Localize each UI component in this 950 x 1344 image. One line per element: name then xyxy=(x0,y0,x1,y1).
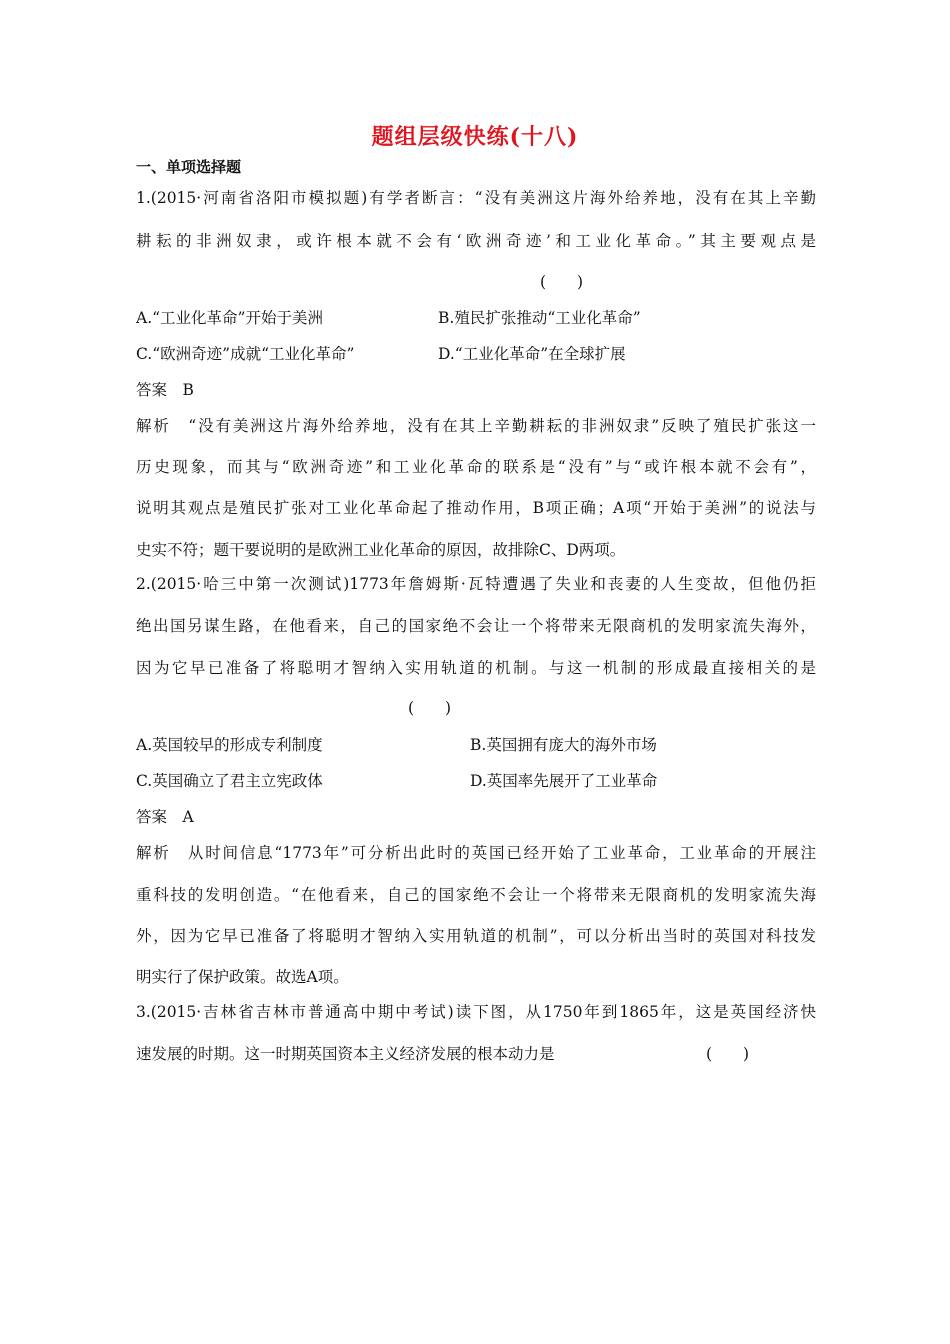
q1-option-d: D.“工业化革命”在全球扩展 xyxy=(438,345,626,363)
q2-option-d: D.英国率先展开了工业革命 xyxy=(470,772,658,790)
q1-option-c: C.“欧洲奇迹”成就“工业化革命” xyxy=(136,345,355,363)
q3-stem-line: 速发展的时期。这一时期英国资本主义经济发展的根本动力是 xyxy=(136,1045,555,1063)
q1-stem-line: 1.(2015·河南省洛阳市模拟题)有学者断言：“没有美洲这片海外给养地，没有在其上辛勤 xyxy=(136,189,816,207)
q1-option-b: B.殖民扩张推动“工业化革命” xyxy=(438,309,641,327)
section-heading: 一、单项选择题 xyxy=(136,158,242,176)
q2-analysis-line: 重科技的发明创造。“在他看来，自己的国家绝不会让一个将带来无限商机的发明家流失海 xyxy=(136,886,816,904)
q2-analysis-line: 解析 从时间信息“1773年”可分析出此时的英国已经开始了工业革命，工业革命的开展注 xyxy=(136,844,816,862)
q3-stem-line: 3.(2015·吉林省吉林市普通高中期中考试)读下图，从1750年到1865年，这是英国经济快 xyxy=(136,1003,816,1021)
q1-analysis-line: 史实不符；题干要说明的是欧洲工业化革命的原因，故排除C、D两项。 xyxy=(136,541,626,559)
q2-stem-line: 绝出国另谋生路，在他看来，自己的国家绝不会让一个将带来无限商机的发明家流失海外， xyxy=(136,617,816,635)
q2-stem-line: 2.(2015·哈三中第一次测试)1773年詹姆斯·瓦特遭遇了失业和丧妻的人生变故，但他仍拒 xyxy=(136,575,816,593)
q2-stem-line: 因为它早已准备了将聪明才智纳入实用轨道的机制。与这一机制的形成最直接相关的是 xyxy=(136,659,816,677)
q2-answer-blank: ( ) xyxy=(408,699,452,717)
q2-analysis-line: 外，因为它早已准备了将聪明才智纳入实用轨道的机制”，可以分析出当时的英国对科技发 xyxy=(136,927,816,945)
q1-analysis-line: 说明其观点是殖民扩张对工业化革命起了推动作用，B项正确；A项“开始于美洲”的说法与 xyxy=(136,499,816,517)
q2-answer: 答案 A xyxy=(136,808,194,826)
q1-analysis-line: 解析 “没有美洲这片海外给养地，没有在其上辛勤耕耘的非洲奴隶”反映了殖民扩张这一 xyxy=(136,417,816,435)
q1-answer-blank: ( ) xyxy=(540,273,584,291)
q2-option-c: C.英国确立了君主立宪政体 xyxy=(136,772,323,790)
q1-option-a: A.“工业化革命”开始于美洲 xyxy=(136,309,323,327)
q3-answer-blank: ( ) xyxy=(706,1045,750,1063)
q1-answer: 答案 B xyxy=(136,381,194,399)
q1-analysis-line: 历史现象，而其与“欧洲奇迹”和工业化革命的联系是“没有”与“或许根本就不会有”， xyxy=(136,458,816,476)
q2-option-a: A.英国较早的形成专利制度 xyxy=(136,736,323,754)
q1-stem-line: 耕耘的非洲奴隶，或许根本就不会有‘欧洲奇迹’和工业化革命。”其主要观点是 xyxy=(136,232,816,250)
page-title: 题组层级快练(十八) xyxy=(371,124,579,150)
q2-option-b: B.英国拥有庞大的海外市场 xyxy=(470,736,657,754)
q2-analysis-line: 明实行了保护政策。故选A项。 xyxy=(136,968,349,986)
